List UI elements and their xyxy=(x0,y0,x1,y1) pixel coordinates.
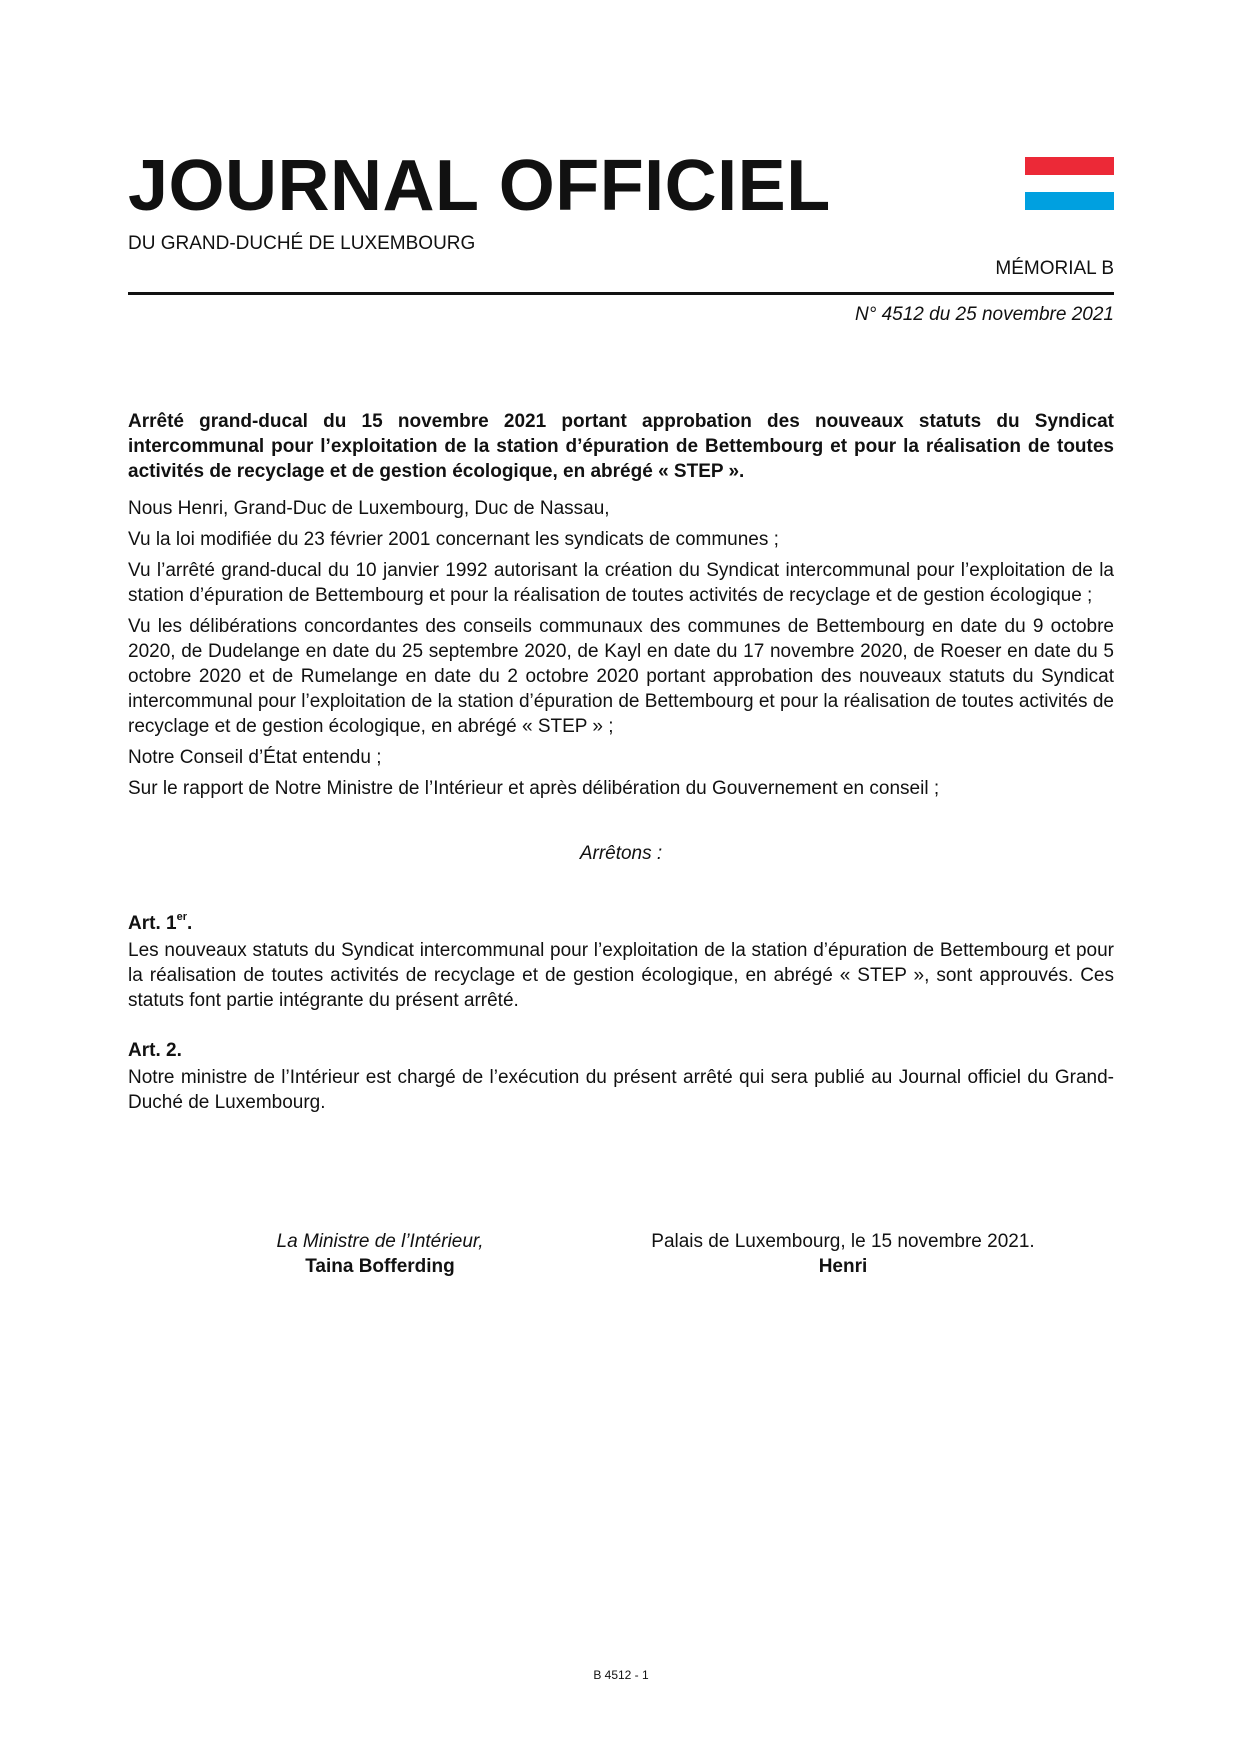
page-number: B 4512 - 1 xyxy=(593,1668,649,1682)
article-text: Les nouveaux statuts du Syndicat intercommunal pour l’exploitation de la station d’épuration de Bettembourg et pour la réalisation de toutes activités de recyclage et de gestion écologique, en abrégé « STEP », sont approuvés. Ces statuts font partie intégrante du présent arrêté. xyxy=(128,940,1114,1011)
issue-number: N° 4512 du 25 novembre 2021 xyxy=(854,304,1114,325)
document-page xyxy=(128,0,1114,1754)
article-2 xyxy=(128,1038,1114,1115)
article-heading-text: Art. 1 xyxy=(128,913,177,934)
decree-formula: Arrêtons : xyxy=(579,843,663,864)
preamble-paragraph: Vu la loi modifiée du 23 février 2001 concernant les syndicats de communes ; xyxy=(128,529,779,550)
signatory-name: Taina Bofferding xyxy=(305,1256,455,1277)
journal-title: JOURNAL OFFICIEL xyxy=(128,146,831,226)
signatory-name: Henri xyxy=(818,1256,868,1277)
preamble-paragraph: Nous Henri, Grand-Duc de Luxembourg, Duc de Nassau, xyxy=(128,498,610,519)
act-title: Arrêté grand-ducal du 15 novembre 2021 portant approbation des nouveaux statuts du Syndicat intercommunal pour l’exploitation de la station d’épuration de Bettembourg et pour la réalisation de toutes activités de recyclage et de gestion écologique, en abrégé « STEP ». xyxy=(128,411,1114,482)
preamble-paragraph: Vu l’arrêté grand-ducal du 10 janvier 1992 autorisant la création du Syndicat intercommunal pour l’exploitation de la station d’épuration de Bettembourg et pour la réalisation de toutes activités de recyclage et de gestion écologique ; xyxy=(128,560,1114,606)
article-heading xyxy=(128,911,1114,936)
article-heading: Art. 2. xyxy=(128,1040,182,1061)
signature-place-date: Palais de Luxembourg, le 15 novembre 2021. xyxy=(651,1231,1035,1252)
article-1 xyxy=(128,911,1114,1013)
signature-grand-duke xyxy=(633,1229,1053,1279)
signatory-role: La Ministre de l’Intérieur, xyxy=(276,1231,484,1252)
luxembourg-flag-icon xyxy=(1025,157,1114,210)
flag-stripe-blue xyxy=(1025,192,1114,210)
journal-subtitle: DU GRAND-DUCHÉ DE LUXEMBOURG xyxy=(128,233,476,254)
preamble-paragraph: Notre Conseil d’État entendu ; xyxy=(128,747,382,768)
article-text: Notre ministre de l’Intérieur est chargé de l’exécution du présent arrêté qui sera publié au Journal officiel du Grand-Duché de Luxembourg. xyxy=(128,1067,1114,1113)
preamble-paragraph: Vu les délibérations concordantes des conseils communaux des communes de Bettembourg en date du 9 octobre 2020, de Dudelange en date du 25 septembre 2020, de Kayl en date du 17 novembre 2020, de Roeser en date du 5 octobre 2020 et de Rumelange en date du 2 octobre 2020 portant approbation des nouveaux statuts du Syndicat intercommunal pour l’exploitation de la station d’épuration de Bettembourg et pour la réalisation de toutes activités de recyclage et de gestion écologique, en abrégé « STEP » ; xyxy=(128,616,1114,737)
preamble-paragraph: Sur le rapport de Notre Ministre de l’Intérieur et après délibération du Gouvernement en conseil ; xyxy=(128,778,940,799)
article-heading-suffix: . xyxy=(186,913,193,934)
memorial-label: MÉMORIAL B xyxy=(995,258,1114,279)
flag-stripe-red xyxy=(1025,157,1114,175)
article-heading-superscript: er xyxy=(176,911,187,923)
header-divider xyxy=(128,292,1114,295)
signature-minister xyxy=(260,1229,500,1279)
act-body xyxy=(128,409,1114,1121)
